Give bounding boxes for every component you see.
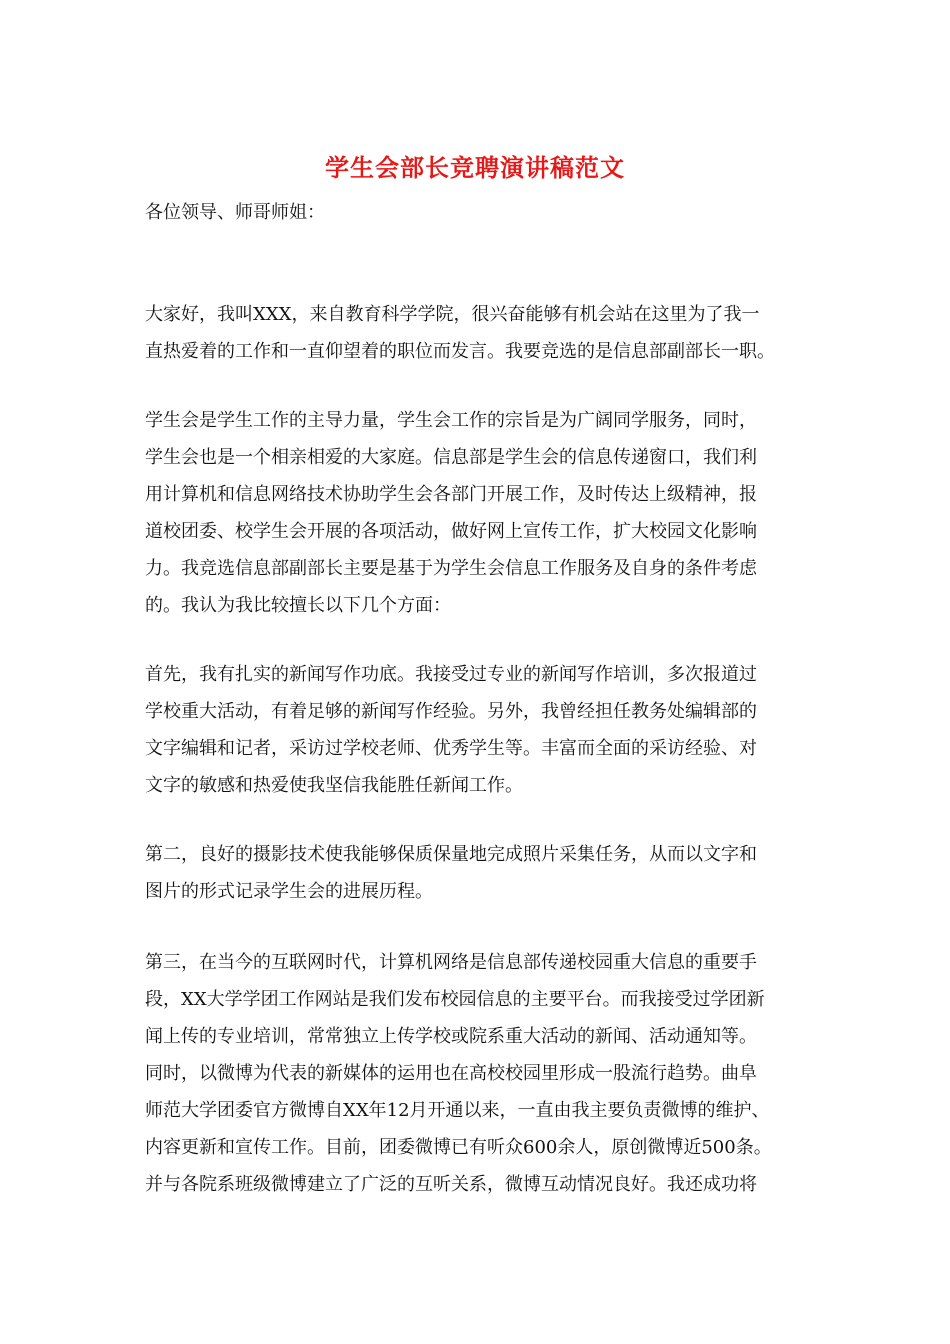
text-line: 并与各院系班级微博建立了广泛的互听关系，微博互动情况良好。我还成功将 xyxy=(145,1174,757,1195)
text-line: 直热爱着的工作和一直仰望着的职位而发言。我要竞选的是信息部副部长一职。 xyxy=(145,341,775,362)
paragraph-intro xyxy=(145,296,817,370)
text-line: 第三，在当今的互联网时代，计算机网络是信息部传递校园重大信息的重要手 xyxy=(145,952,757,973)
text-line: 的。我认为我比较擅长以下几个方面： xyxy=(145,595,451,616)
text-line: 段，XX大学学团工作网站是我们发布校园信息的主要平台。而我接受过学团新 xyxy=(145,989,765,1010)
paragraph-third-point xyxy=(145,944,817,1203)
paragraph-student-union xyxy=(145,402,817,624)
text-line: 闻上传的专业培训，常常独立上传学校或院系重大活动的新闻、活动通知等。 xyxy=(145,1026,757,1047)
text-line: 用计算机和信息网络技术协助学生会各部门开展工作，及时传达上级精神，报 xyxy=(145,484,757,505)
text-line: 学生会是学生工作的主导力量，学生会工作的宗旨是为广阔同学服务，同时， xyxy=(145,410,757,431)
text-line: 图片的形式记录学生会的进展历程。 xyxy=(145,881,433,902)
text-line: 大家好，我叫XXX，来自教育科学学院，很兴奋能够有机会站在这里为了我一 xyxy=(145,304,760,325)
paragraph-first-point xyxy=(145,656,817,804)
greeting-line: 各位领导、师哥师姐： xyxy=(145,202,325,223)
document-title: 学生会部长竞聘演讲稿范文 xyxy=(325,153,625,182)
text-line: 同时，以微博为代表的新媒体的运用也在高校校园里形成一股流行趋势。曲阜 xyxy=(145,1063,757,1084)
text-line: 文字的敏感和热爱使我坚信我能胜任新闻工作。 xyxy=(145,775,523,796)
text-line: 第二，良好的摄影技术使我能够保质保量地完成照片采集任务，从而以文字和 xyxy=(145,844,757,865)
text-line: 力。我竞选信息部副部长主要是基于为学生会信息工作服务及自身的条件考虑 xyxy=(145,558,757,579)
text-line: 道校团委、校学生会开展的各项活动，做好网上宣传工作，扩大校园文化影响 xyxy=(145,521,757,542)
text-line: 首先，我有扎实的新闻写作功底。我接受过专业的新闻写作培训，多次报道过 xyxy=(145,664,757,685)
text-line: 学生会也是一个相亲相爱的大家庭。信息部是学生会的信息传递窗口，我们利 xyxy=(145,447,757,468)
text-line: 内容更新和宣传工作。目前，团委微博已有听众600余人，原创微博近500条。 xyxy=(145,1137,772,1158)
text-line: 学校重大活动，有着足够的新闻写作经验。另外，我曾经担任教务处编辑部的 xyxy=(145,701,757,722)
text-line: 文字编辑和记者，采访过学校老师、优秀学生等。丰富而全面的采访经验、对 xyxy=(145,738,757,759)
text-line: 师范大学团委官方微博自XX年12月开通以来，一直由我主要负责微博的维护、 xyxy=(145,1100,770,1121)
paragraph-second-point xyxy=(145,836,817,910)
